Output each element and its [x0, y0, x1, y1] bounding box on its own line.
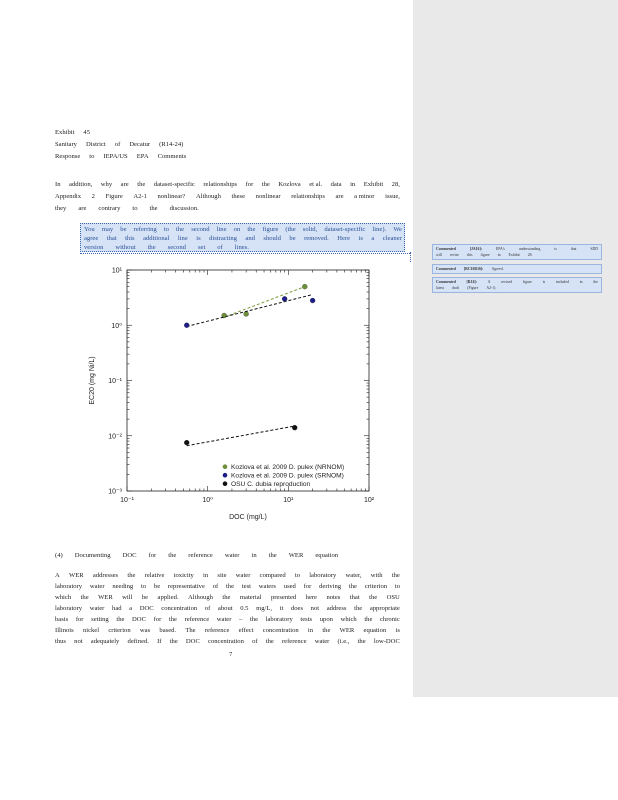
word: OSU [386, 594, 400, 601]
chart-svg [80, 262, 390, 547]
word: deriving [319, 583, 342, 590]
word: is [542, 280, 546, 284]
word: the [391, 572, 400, 579]
word: the [116, 616, 125, 623]
word: water [216, 616, 232, 623]
comment-highlight[interactable] [80, 223, 405, 252]
word: If [157, 638, 162, 645]
word: water [89, 605, 105, 612]
word: waters [258, 583, 276, 590]
word: understanding [518, 247, 541, 251]
word: presented [270, 594, 297, 601]
word: nonlinear [255, 193, 281, 200]
word: site [217, 572, 227, 579]
y-axis-label: EC20 (mg Ni/L) [89, 356, 96, 405]
word: concentration [161, 605, 198, 612]
word: reference [204, 627, 230, 634]
comment-connector-vertical [410, 252, 411, 262]
word: laboratory [55, 605, 83, 612]
word: DOC [139, 605, 154, 612]
word: setting [91, 616, 109, 623]
word: will [122, 594, 133, 601]
word: figure [480, 253, 490, 257]
word: DOC [185, 638, 200, 645]
word: the [348, 583, 357, 590]
word: notes [326, 594, 341, 601]
word: may [101, 226, 114, 233]
paragraph1-line-3 [55, 204, 400, 213]
word: had [112, 605, 122, 612]
word: (R14-24) [159, 141, 184, 148]
word: concentration [262, 627, 299, 634]
word: in [497, 253, 501, 257]
word: issue, [385, 193, 400, 200]
word: (i.e., [337, 638, 350, 645]
word: laboratory [55, 583, 83, 590]
word: of [212, 583, 219, 590]
word: for [75, 616, 84, 623]
word: lines. [234, 244, 249, 251]
word: for [303, 583, 312, 590]
word: test [241, 583, 251, 590]
word: SDD [590, 247, 598, 251]
word: (4) [55, 552, 63, 559]
word: the [261, 181, 270, 188]
word: the [369, 594, 378, 601]
word: Agreed. [491, 267, 504, 271]
paragraph2-line-1 [55, 571, 400, 580]
word: in [350, 181, 356, 188]
plot-frame [127, 270, 369, 491]
word: figure [262, 226, 279, 233]
word: water [89, 583, 105, 590]
word: Commented [436, 247, 456, 251]
word: chronic [380, 616, 400, 623]
word: a minor [354, 193, 375, 200]
word: second [167, 244, 186, 251]
word: concentration [208, 638, 244, 645]
paragraph2-line-5 [55, 615, 400, 624]
x-tick-label: 10² [363, 497, 375, 504]
word: in [307, 627, 314, 634]
word: A2-1). [486, 286, 497, 290]
word: without [115, 244, 136, 251]
word: thus [55, 638, 66, 645]
word: line [177, 235, 188, 242]
word: not [310, 605, 320, 612]
word: A [55, 572, 60, 579]
word: are [120, 181, 129, 188]
series-0-point [302, 284, 307, 289]
word: and [245, 235, 255, 242]
word: Although [195, 193, 221, 200]
word: discussion. [169, 205, 199, 212]
word: these [231, 193, 246, 200]
word: that [570, 247, 577, 251]
word: Exhibit [55, 129, 75, 136]
word: here [305, 594, 317, 601]
word: the [127, 572, 136, 579]
word: line [216, 226, 227, 233]
ec20-doc-chart [80, 262, 390, 547]
word: second [191, 226, 210, 233]
series-2-point [184, 440, 189, 445]
y-tick-label: 10⁻³ [108, 488, 122, 496]
comment-1-line-2 [436, 252, 598, 258]
word: Illinois [55, 627, 74, 634]
word: water [235, 572, 251, 579]
word: District [85, 141, 106, 148]
paragraph2-line-6 [55, 626, 400, 635]
word: is [554, 247, 557, 251]
word: WER [98, 594, 113, 601]
word: for [153, 616, 162, 623]
word: the [222, 594, 231, 601]
word: the [322, 627, 331, 634]
paragraph1-line-1 [55, 180, 400, 189]
word: EPA [136, 153, 149, 160]
word: Although [188, 594, 213, 601]
word: appropriate [369, 605, 400, 612]
highlight-line-1 [84, 225, 402, 234]
x-tick-label: 10⁻¹ [120, 497, 134, 504]
highlight-line-3 [84, 243, 402, 252]
word: be [289, 235, 296, 242]
word: revised [501, 280, 513, 284]
word: Documenting [74, 552, 111, 559]
comment-3-line-2 [436, 285, 598, 291]
word: relationships [203, 181, 238, 188]
page-number: 7 [229, 651, 233, 658]
word: WER [339, 627, 355, 634]
word: effect [238, 627, 254, 634]
word: distracting [209, 235, 237, 242]
word: (Figure [467, 286, 479, 290]
y-tick-label: 10⁻² [108, 433, 122, 441]
legend-entry: Kozlova et al. 2009 D. pulex (NRNOM) [231, 464, 345, 471]
word: agree [84, 235, 99, 242]
legend-entry: OSU C. dubia reproduction [231, 481, 311, 488]
word: should [263, 235, 281, 242]
word: a [371, 235, 375, 242]
y-tick-label: 10⁰ [111, 322, 122, 330]
word: why [100, 181, 113, 188]
word: 28. [527, 253, 533, 257]
paragraph2-line-4 [55, 604, 400, 613]
word: the [225, 583, 235, 590]
word: the [249, 616, 259, 623]
word: removed. [304, 235, 329, 242]
word: water [224, 552, 240, 559]
word: water, [345, 572, 362, 579]
word: with [370, 572, 383, 579]
word: set [197, 244, 206, 251]
word: needing [112, 583, 134, 590]
word: Exhibit [508, 253, 520, 257]
word: the [147, 244, 156, 251]
word: based. [159, 627, 177, 634]
word: be [153, 583, 161, 590]
paragraph2-line-7 [55, 637, 400, 646]
word: of [114, 141, 121, 148]
comment-balloon-1[interactable] [432, 244, 602, 260]
word: relative [144, 572, 165, 579]
word: relationships [291, 193, 325, 200]
word: adequately [90, 638, 120, 645]
word: the [247, 226, 256, 233]
word: laboratory [309, 572, 337, 579]
word: We [393, 226, 402, 233]
word: is [196, 235, 201, 242]
word: the [354, 605, 363, 612]
word: In [55, 181, 61, 188]
word: basis [55, 616, 69, 623]
word: are [78, 205, 87, 212]
word: mg/L, [256, 605, 273, 612]
word: [RJ4]: [466, 280, 477, 284]
word: nonlinear? [157, 193, 186, 200]
word: applied. [157, 594, 179, 601]
word: version [84, 244, 104, 251]
word: address [326, 605, 347, 612]
legend-marker [223, 473, 228, 478]
word: nickel [82, 627, 100, 634]
series-1-point [282, 296, 287, 301]
word: dataset-specific [324, 226, 366, 233]
word: Here [337, 235, 351, 242]
paragraph2-line-2 [55, 582, 400, 591]
x-tick-label: 10¹ [283, 497, 294, 504]
word: of [252, 638, 258, 645]
word: DOC [122, 552, 137, 559]
word: upon [319, 616, 333, 623]
word: material [239, 594, 262, 601]
word: the [168, 616, 177, 623]
series-2-point [292, 425, 297, 430]
header-response [55, 152, 195, 161]
word: this [125, 235, 135, 242]
word: for [245, 181, 254, 188]
word: revise [449, 253, 459, 257]
word: Sanitary [55, 141, 77, 148]
series-1-point [184, 323, 189, 328]
word: the [176, 226, 185, 233]
legend-entry: Kozlova et al. 2009 D. pulex (SRNOM) [231, 472, 344, 480]
word: You [84, 226, 95, 233]
word: [RC16R16]: [463, 267, 484, 271]
word: is [395, 627, 400, 634]
series-1-fit-line [187, 295, 313, 327]
highlight-line-2 [84, 234, 402, 243]
word: water [314, 638, 330, 645]
comment-2-line-1 [436, 266, 598, 272]
word: Exhibit [363, 181, 384, 188]
word: line). [372, 226, 387, 233]
word: toxicity [173, 572, 194, 579]
word: about [217, 605, 233, 612]
word: equation [315, 552, 339, 559]
word: reference [188, 552, 213, 559]
legend-marker [223, 464, 228, 469]
word: cleaner [382, 235, 402, 242]
word: data [330, 181, 342, 188]
word: the [169, 638, 178, 645]
word: the [149, 205, 158, 212]
word: latest [436, 286, 445, 290]
paragraph2-line-3 [55, 593, 400, 602]
word: additional [143, 235, 170, 242]
word: will [436, 253, 442, 257]
word: figure [522, 280, 532, 284]
word: addresses [92, 572, 119, 579]
word: to [294, 572, 300, 579]
series-2-fit-line [187, 426, 295, 446]
word: WER [288, 552, 304, 559]
paragraph1-line-2 [55, 192, 400, 201]
word: used [283, 583, 296, 590]
word: of [217, 244, 223, 251]
word: laboratory [265, 616, 293, 623]
word: low-DOC [373, 638, 400, 645]
word: are [335, 193, 344, 200]
series-1-point [310, 298, 315, 303]
word: dataset-specific [153, 181, 195, 188]
word: Comments [157, 153, 187, 160]
word: in [203, 572, 209, 579]
word: referring [133, 226, 157, 233]
word: Appendix [55, 193, 82, 200]
word: they [55, 205, 67, 212]
word: to [394, 583, 400, 590]
word: the [593, 280, 598, 284]
word: to [132, 205, 138, 212]
x-tick-label: 10⁰ [202, 497, 213, 504]
word: a [129, 605, 133, 612]
word: that [349, 594, 360, 601]
word: et al. [309, 181, 323, 188]
word: it [279, 605, 284, 612]
word: does [290, 605, 304, 612]
word: the [168, 552, 177, 559]
word: the [137, 181, 146, 188]
word: representative [167, 583, 205, 590]
word: [JA16]: [469, 247, 482, 251]
word: be [120, 226, 127, 233]
word: reference [184, 616, 210, 623]
word: the [268, 552, 277, 559]
word: DOC [132, 616, 146, 623]
word: was [139, 627, 151, 634]
word: defined. [127, 638, 149, 645]
word: equation [363, 627, 387, 634]
word: to [163, 226, 169, 233]
word: on [233, 226, 241, 233]
word: – [239, 616, 243, 623]
word: (the [285, 226, 296, 233]
y-tick-label: 10⁻¹ [108, 378, 122, 385]
word: which [55, 594, 72, 601]
word: 28, [391, 181, 400, 188]
word: to [140, 583, 147, 590]
word: the [80, 594, 89, 601]
word: which [340, 616, 357, 623]
word: Commented [436, 267, 456, 271]
word: that [106, 235, 117, 242]
x-axis-label: DOC (mg/L) [229, 514, 267, 521]
word: A [487, 280, 491, 284]
word: solid, [302, 226, 318, 233]
word: be [141, 594, 149, 601]
header-exhibit [55, 128, 99, 137]
word: this [467, 253, 473, 257]
comment-balloon-3[interactable] [432, 277, 602, 293]
comment-connector [80, 253, 410, 254]
word: not [74, 638, 83, 645]
word: A2-1 [133, 193, 147, 200]
word: included [555, 280, 569, 284]
series-0-fit-line [224, 287, 305, 318]
word: tests [300, 616, 313, 623]
word: addition, [69, 181, 93, 188]
word: Kozlova [278, 181, 301, 188]
word: criterion [108, 627, 131, 634]
word: The [185, 627, 196, 634]
word: 45 [83, 129, 91, 136]
word: EPA's [495, 247, 505, 251]
y-tick-label: 10¹ [111, 267, 122, 275]
word: compared [259, 572, 286, 579]
comment-margin-pane [413, 0, 618, 697]
word: is [358, 235, 363, 242]
word: IEPA/US [103, 153, 128, 160]
word: to [89, 153, 95, 160]
word: Decatur [129, 141, 151, 148]
word: for [148, 552, 157, 559]
legend-marker [223, 481, 228, 486]
word: 0.5 [240, 605, 249, 612]
section-4-heading [55, 551, 400, 560]
series-0-point [244, 311, 249, 316]
word: 2 [91, 193, 95, 200]
comment-balloon-2[interactable] [432, 264, 602, 274]
word: the [357, 638, 366, 645]
word: Commented [436, 280, 456, 284]
word: the [364, 616, 373, 623]
word: Figure [105, 193, 123, 200]
word: reference [281, 638, 307, 645]
word: in [579, 280, 583, 284]
word: contrary [98, 205, 121, 212]
word: draft [452, 286, 460, 290]
word: of [204, 605, 211, 612]
word: WER [68, 572, 84, 579]
word: criterion [364, 583, 388, 590]
word: Response [55, 153, 81, 160]
word: in [251, 552, 257, 559]
header-district [55, 140, 192, 149]
word: the [265, 638, 274, 645]
